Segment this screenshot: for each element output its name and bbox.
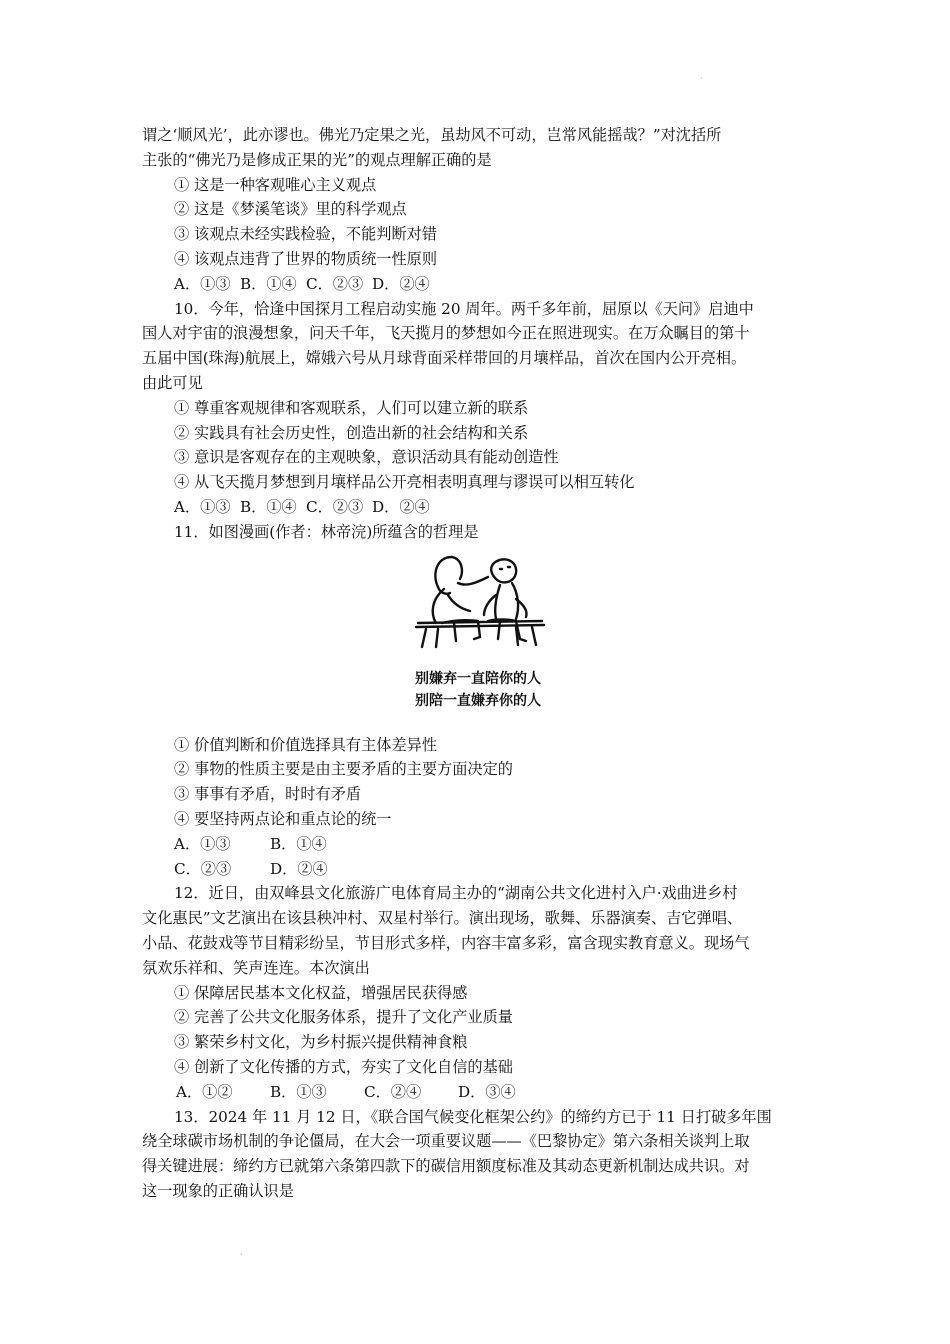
q12-stem-line: 氛欢乐祥和、笑声连连。本次演出 [142, 958, 370, 977]
q11-item: ③ 事事有矛盾，时时有矛盾 [174, 785, 362, 804]
question-13 [142, 1105, 814, 1204]
q10-item: ② 实践具有社会历史性，创造出新的社会结构和关系 [174, 423, 529, 442]
q11-options-row-2 [142, 857, 814, 882]
q12-options [142, 1080, 814, 1105]
q11-option-c[interactable]: C．②③ [174, 859, 232, 878]
q13-stem-line: 绕全球碳市场机制的争论僵局，在大会一项重要议题——《巴黎协定》第六条相关谈判上取 [142, 1132, 750, 1151]
q11-options-row-1 [142, 832, 814, 857]
q9-option-d[interactable]: D．②④ [372, 274, 430, 293]
q10-stem-line: 10．今年，恰逢中国探月工程启动实施 20 周年。两千多年前，屈原以《天问》启迪中 [174, 299, 754, 318]
question-12 [142, 881, 814, 1104]
q9-option-a[interactable]: A．①③ [174, 274, 231, 293]
q12-stem-line: 小品、花鼓戏等节目精彩纷呈，节目形式多样，内容丰富多彩，富含现实教育意义。现场气 [142, 933, 750, 952]
q9-item: ③ 该观点未经实践检验，不能判断对错 [174, 225, 438, 244]
q11-option-b[interactable]: B．①④ [270, 834, 327, 853]
cartoon-figure [142, 553, 814, 721]
q11-item: ② 事物的性质主要是由主要矛盾的主要方面决定的 [174, 760, 513, 779]
question-9 [142, 123, 814, 297]
q10-stem-line: 国人对宇宙的浪漫想象，问天千年，飞天揽月的梦想如今正在照进现实。在万众瞩目的第十 [142, 324, 750, 343]
q12-option-a[interactable]: A．①② [176, 1082, 233, 1101]
q11-item: ① 价值判断和价值选择具有主体差异性 [174, 735, 438, 754]
cartoon-caption-1: 别嫌弃一直陪你的人 [415, 670, 541, 687]
q12-option-c[interactable]: C．②④ [364, 1082, 422, 1101]
q11-option-d[interactable]: D．②④ [270, 859, 328, 878]
q12-item: ① 保障居民基本文化权益，增强居民获得感 [174, 983, 468, 1002]
scan-dot: · [700, 74, 703, 83]
q9-item: ② 这是《梦溪笔谈》里的科学观点 [174, 200, 407, 219]
q13-stem-line: 13．2024 年 11 月 12 日，《联合国气候变化框架公约》的缔约方已于 11 日打破多年围 [174, 1107, 772, 1126]
q10-item: ① 尊重客观规律和客观联系，人们可以建立新的联系 [174, 398, 529, 417]
cartoon-caption-2: 别陪一直嫌弃你的人 [415, 692, 541, 709]
q9-item: ④ 该观点违背了世界的物质统一性原则 [174, 249, 438, 268]
page-content [142, 123, 814, 1204]
q10-stem-line: 五届中国(珠海)航展上，嫦娥六号从月球背面采样带回的月壤样品，首次在国内公开亮相。 [142, 349, 747, 368]
q12-item: ③ 繁荣乡村文化，为乡村振兴提供精神食粮 [174, 1033, 468, 1052]
q12-stem-line: 12．近日，由双峰县文化旅游广电体育局主办的“湖南公共文化进村入户·戏曲进乡村 [174, 884, 738, 903]
q9-stem-line: 谓之‘顺风光’，此亦谬也。佛光乃定果之光，虽劫风不可动，岂常风能摇哉？”对沈括所 [142, 126, 722, 144]
cartoon-illustration [392, 553, 564, 721]
q13-stem-line: 这一现象的正确认识是 [142, 1181, 294, 1200]
q12-option-b[interactable]: B．①③ [270, 1082, 327, 1101]
q10-options [142, 495, 814, 520]
q11-option-a[interactable]: A．①③ [174, 834, 231, 853]
q10-stem-line: 由此可见 [142, 373, 203, 392]
q9-option-c[interactable]: C．②③ [306, 274, 364, 293]
q9-stem-line: 主张的“佛光乃是修成正果的光”的观点理解正确的是 [142, 150, 492, 169]
q11-item: ④ 要坚持两点论和重点论的统一 [174, 809, 392, 828]
question-10 [142, 297, 814, 520]
q10-option-a[interactable]: A．①③ [174, 497, 231, 516]
q12-option-d[interactable]: D．③④ [458, 1082, 516, 1101]
q10-option-d[interactable]: D．②④ [372, 497, 430, 516]
q10-option-b[interactable]: B．①④ [240, 497, 297, 516]
scan-dot: · [240, 1250, 243, 1259]
question-11 [142, 520, 814, 882]
q10-option-c[interactable]: C．②③ [306, 497, 364, 516]
q13-stem-line: 得关键进展：缔约方已就第六条第四款下的碳信用额度标准及其动态更新机制达成共识。对 [142, 1157, 750, 1176]
q12-stem-line: 文化惠民”文艺演出在该县秧冲村、双星村举行。演出现场，歌舞、乐器演奏、吉它弹唱、 [142, 909, 743, 928]
q12-item: ② 完善了公共文化服务体系，提升了文化产业质量 [174, 1008, 513, 1027]
q10-item: ④ 从飞天揽月梦想到月壤样品公开亮相表明真理与谬误可以相互转化 [174, 473, 635, 492]
q10-item: ③ 意识是客观存在的主观映象，意识活动具有能动创造性 [174, 448, 559, 467]
q9-option-b[interactable]: B．①④ [240, 274, 297, 293]
q9-item: ① 这是一种客观唯心主义观点 [174, 175, 377, 194]
q12-item: ④ 创新了文化传播的方式，夯实了文化自信的基础 [174, 1057, 513, 1076]
q9-options [142, 272, 814, 297]
q11-stem: 11．如图漫画(作者：林帝浣)所蕴含的哲理是 [174, 522, 479, 541]
